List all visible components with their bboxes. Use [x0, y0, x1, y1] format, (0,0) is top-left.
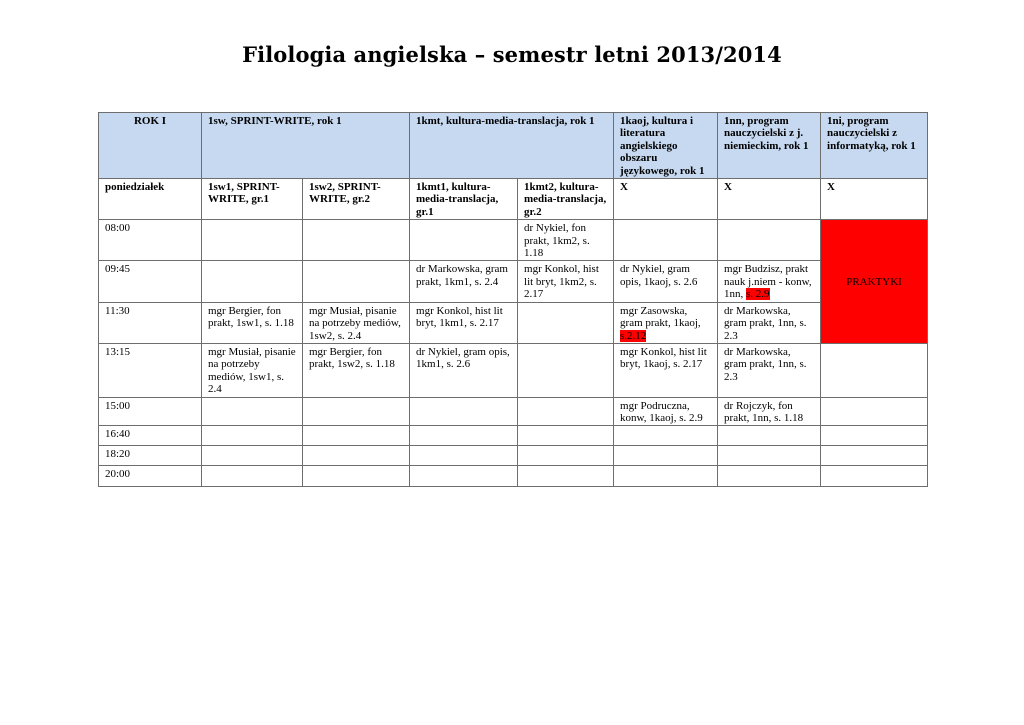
room-highlight: s. 2.9 — [746, 288, 770, 301]
class-cell — [821, 446, 928, 466]
class-cell — [614, 302, 718, 343]
class-cell — [614, 466, 718, 487]
class-cell — [518, 302, 614, 343]
class-cell — [718, 446, 821, 466]
class-cell: mgr Musiał, pisanie na potrzeby mediów, 1sw2, s. 2.4 — [303, 302, 410, 343]
class-cell: dr Nykiel, gram opis, 1km1, s. 2.6 — [410, 343, 518, 397]
class-cell — [303, 446, 410, 466]
class-cell — [518, 397, 614, 426]
class-cell — [718, 220, 821, 261]
class-cell: mgr Bergier, fon prakt, 1sw1, s. 1.18 — [202, 302, 303, 343]
header-nn: 1nn, program nauczycielski z j. niemieckim, rok 1 — [718, 113, 821, 179]
time-cell: 08:00 — [99, 220, 202, 261]
class-cell — [303, 261, 410, 302]
class-cell — [614, 220, 718, 261]
subheader-nn: X — [718, 179, 821, 220]
time-cell: 09:45 — [99, 261, 202, 302]
table-row — [99, 220, 928, 261]
subheader-sw2: 1sw2, SPRINT-WRITE, gr.2 — [303, 179, 410, 220]
table-row — [99, 426, 928, 446]
class-cell — [518, 343, 614, 397]
class-cell — [303, 220, 410, 261]
class-cell — [303, 426, 410, 446]
table-row — [99, 343, 928, 397]
class-cell — [303, 466, 410, 487]
time-cell: 11:30 — [99, 302, 202, 343]
class-cell — [518, 446, 614, 466]
class-cell: dr Markowska, gram prakt, 1km1, s. 2.4 — [410, 261, 518, 302]
class-cell — [410, 446, 518, 466]
table-row — [99, 466, 928, 487]
table-row — [99, 261, 928, 302]
class-cell — [614, 426, 718, 446]
class-cell — [614, 446, 718, 466]
class-cell — [410, 220, 518, 261]
class-text: mgr Budzisz, prakt nauk j.niem - konw, 1nn, — [724, 263, 812, 301]
praktyki-block: PRAKTYKI — [821, 220, 928, 344]
day-label: poniedziałek — [99, 179, 202, 220]
room-highlight: s.2.12 — [620, 329, 647, 342]
class-text: mgr Zasowska, gram prakt, 1kaoj, — [620, 304, 701, 330]
class-cell — [202, 220, 303, 261]
subheader-sw1: 1sw1, SPRINT-WRITE, gr.1 — [202, 179, 303, 220]
header-kaoj: 1kaoj, kultura i literatura angielskiego obszaru językowego, rok 1 — [614, 113, 718, 179]
class-cell — [202, 261, 303, 302]
header-sw: 1sw, SPRINT-WRITE, rok 1 — [202, 113, 410, 179]
header-kmt: 1kmt, kultura-media-translacja, rok 1 — [410, 113, 614, 179]
header-ni: 1ni, program nauczycielski z informatyką, rok 1 — [821, 113, 928, 179]
class-cell: dr Nykiel, gram opis, 1kaoj, s. 2.6 — [614, 261, 718, 302]
class-cell: mgr Podruczna, konw, 1kaoj, s. 2.9 — [614, 397, 718, 426]
page-title: Filologia angielska – semestr letni 2013/2014 — [242, 42, 782, 67]
class-cell: mgr Konkol, hist lit bryt, 1kaoj, s. 2.17 — [614, 343, 718, 397]
table-row — [99, 446, 928, 466]
class-cell: dr Markowska, gram prakt, 1nn, s. 2.3 — [718, 302, 821, 343]
class-cell — [821, 426, 928, 446]
class-cell — [410, 397, 518, 426]
class-cell — [202, 397, 303, 426]
class-cell — [410, 426, 518, 446]
header-rok: ROK I — [99, 113, 202, 179]
class-cell — [718, 426, 821, 446]
class-cell — [718, 261, 821, 302]
class-cell — [202, 446, 303, 466]
subheader-ni: X — [821, 179, 928, 220]
time-cell: 13:15 — [99, 343, 202, 397]
class-cell: mgr Bergier, fon prakt, 1sw2, s. 1.18 — [303, 343, 410, 397]
timetable — [98, 112, 928, 487]
class-cell: dr Rojczyk, fon prakt, 1nn, s. 1.18 — [718, 397, 821, 426]
class-cell: dr Markowska, gram prakt, 1nn, s. 2.3 — [718, 343, 821, 397]
class-cell — [202, 466, 303, 487]
class-cell — [410, 466, 518, 487]
class-cell — [718, 466, 821, 487]
class-cell — [518, 466, 614, 487]
subheader-kmt1: 1kmt1, kultura-media-translacja, gr.1 — [410, 179, 518, 220]
class-cell: mgr Konkol, hist lit bryt, 1km1, s. 2.17 — [410, 302, 518, 343]
time-cell: 20:00 — [99, 466, 202, 487]
table-row — [99, 397, 928, 426]
subheader-row — [99, 179, 928, 220]
time-cell: 16:40 — [99, 426, 202, 446]
subheader-kmt2: 1kmt2, kultura-media-translacja, gr.2 — [518, 179, 614, 220]
time-cell: 18:20 — [99, 446, 202, 466]
class-cell — [821, 397, 928, 426]
class-cell: mgr Musiał, pisanie na potrzeby mediów, 1sw1, s. 2.4 — [202, 343, 303, 397]
class-cell: mgr Konkol, hist lit bryt, 1km2, s. 2.17 — [518, 261, 614, 302]
class-cell — [821, 343, 928, 397]
class-cell — [518, 426, 614, 446]
subheader-kaoj: X — [614, 179, 718, 220]
class-cell — [821, 466, 928, 487]
table-row — [99, 302, 928, 343]
header-row — [99, 113, 928, 179]
class-cell — [202, 426, 303, 446]
class-cell — [303, 397, 410, 426]
class-cell: dr Nykiel, fon prakt, 1km2, s. 1.18 — [518, 220, 614, 261]
time-cell: 15:00 — [99, 397, 202, 426]
